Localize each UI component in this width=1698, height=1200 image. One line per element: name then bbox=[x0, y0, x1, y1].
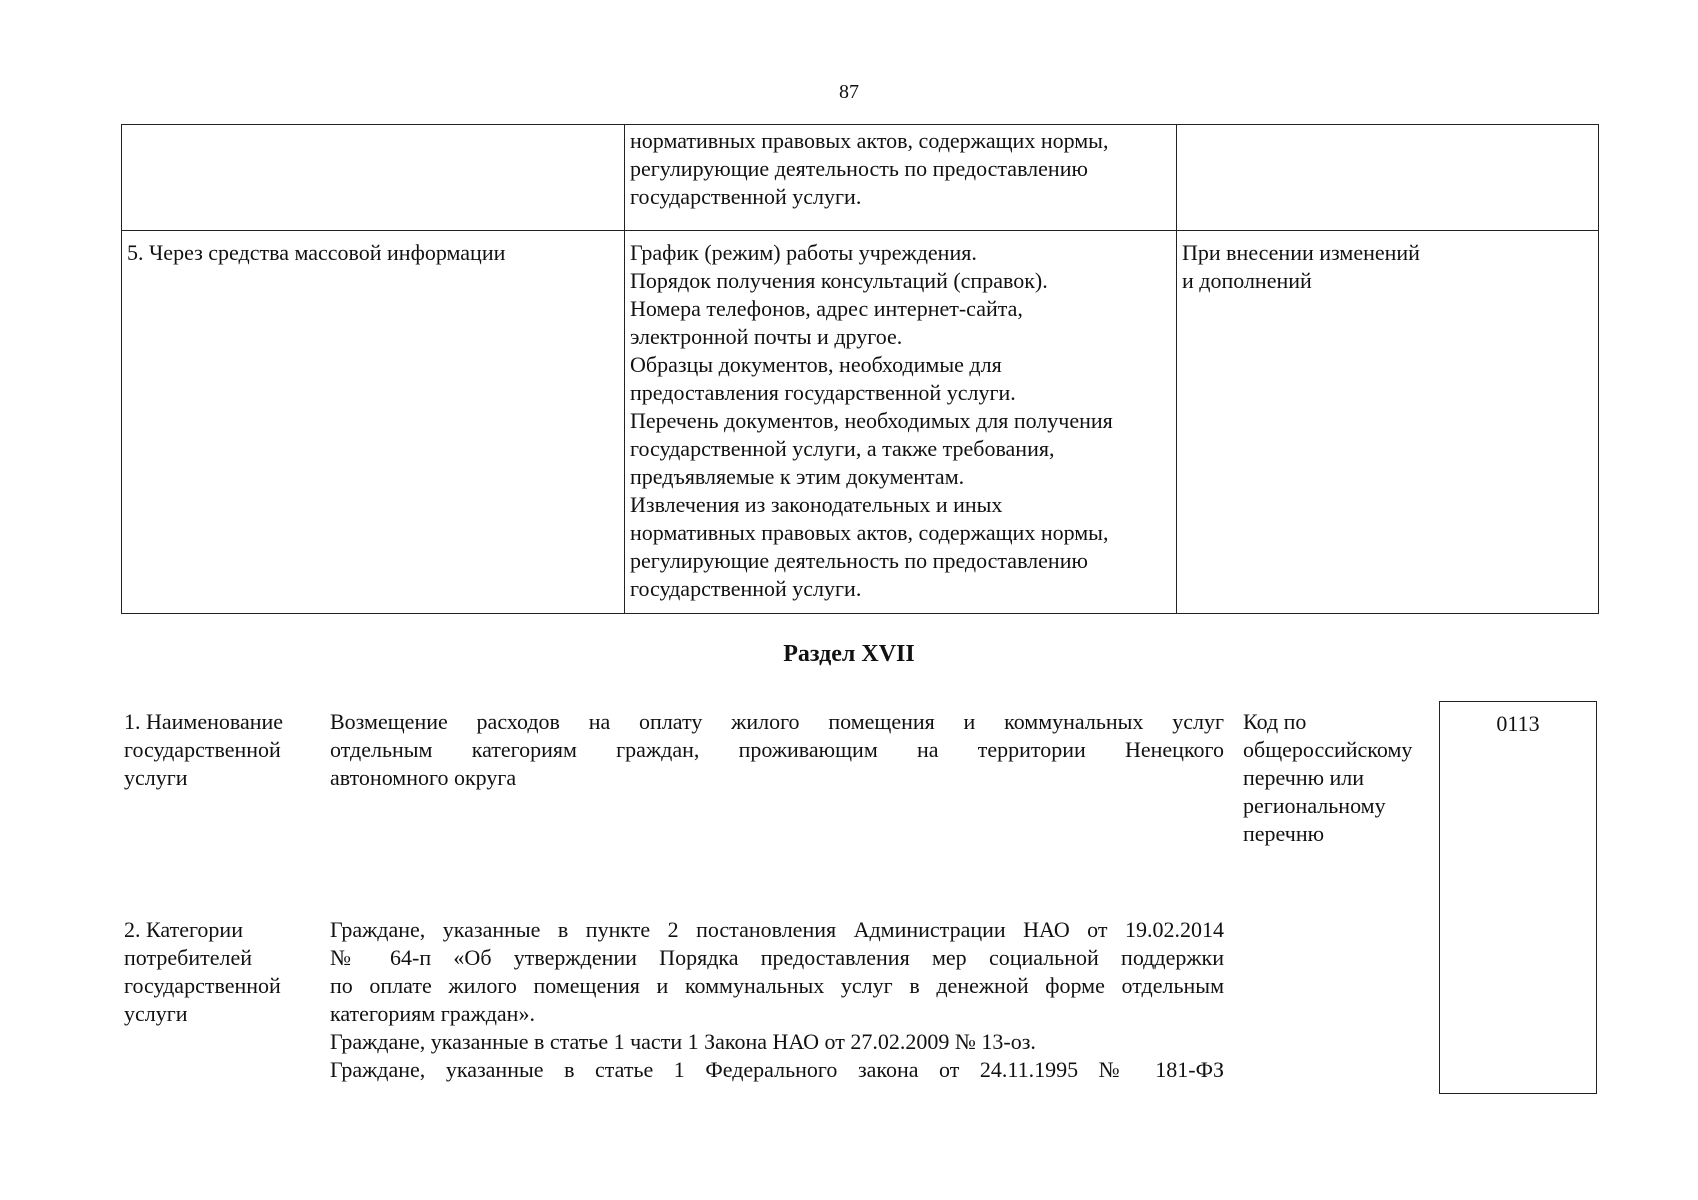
text-line: Граждане, указанные в статье 1 части 1 Закона НАО от 27.02.2009 № 13-оз. bbox=[330, 1029, 1036, 1054]
text-line: нормативных правовых актов, содержащих нормы, bbox=[630, 520, 1109, 545]
table-row bbox=[122, 231, 1599, 614]
text-line: предъявляемые к этим документам. bbox=[630, 464, 965, 489]
text-line: по оплате жилого помещения и коммунальных услуг в денежной форме отдельным bbox=[330, 973, 1224, 998]
text-line: Образцы документов, необходимые для bbox=[630, 352, 1002, 377]
text-line: предоставления государственной услуги. bbox=[630, 380, 1016, 405]
text-line: категориям граждан». bbox=[330, 1001, 535, 1026]
text-line: Граждане, указанные в статье 1 Федерального закона от 24.11.1995 № 181-ФЗ bbox=[330, 1057, 1224, 1082]
frequency-cell bbox=[1177, 125, 1599, 231]
text-line: региональному bbox=[1243, 793, 1386, 818]
text-line: регулирующие деятельность по предоставлению bbox=[630, 156, 1088, 181]
page-number: 87 bbox=[839, 81, 859, 103]
text-line: услуги bbox=[124, 1001, 188, 1026]
text-line: Код по bbox=[1243, 709, 1307, 734]
method-cell bbox=[122, 231, 625, 614]
text-line: общероссийскому bbox=[1243, 737, 1413, 762]
code-value: 0113 bbox=[1496, 711, 1540, 736]
text-line: государственной bbox=[124, 973, 281, 998]
text-line: График (режим) работы учреждения. bbox=[630, 240, 977, 265]
code-label bbox=[1243, 708, 1433, 848]
text-line: государственной услуги, а также требования, bbox=[630, 436, 1055, 461]
content-cell bbox=[625, 231, 1177, 614]
text-line: 2. Категории bbox=[124, 917, 243, 942]
text-line: Перечень документов, необходимых для получения bbox=[630, 408, 1113, 433]
text-line: № 64-п «Об утверждении Порядка предоставления мер социальной поддержки bbox=[330, 945, 1224, 970]
text-line: 1. Наименование bbox=[124, 709, 284, 734]
text-line: перечню или bbox=[1243, 765, 1365, 790]
information-table bbox=[121, 124, 1599, 614]
text-line: Возмещение расходов на оплату жилого помещения и коммунальных услуг bbox=[330, 709, 1224, 734]
method-cell bbox=[122, 125, 625, 231]
section-title: Раздел XVII bbox=[783, 641, 915, 667]
text-line: нормативных правовых актов, содержащих нормы, bbox=[630, 128, 1109, 153]
text-line: автономного округа bbox=[330, 765, 517, 790]
text-line: регулирующие деятельность по предоставлению bbox=[630, 548, 1088, 573]
item1-label bbox=[124, 708, 314, 792]
item2-text bbox=[330, 916, 1224, 1084]
text-line: государственной услуги. bbox=[630, 576, 862, 601]
table-row bbox=[122, 125, 1599, 231]
text-line: перечню bbox=[1243, 821, 1325, 846]
method-label: 5. Через средства массовой информации bbox=[127, 240, 506, 265]
text-line: потребителей bbox=[124, 945, 252, 970]
text-line: При внесении изменений bbox=[1182, 240, 1420, 265]
text-line: услуги bbox=[124, 765, 188, 790]
content-cell bbox=[625, 125, 1177, 231]
item2-label bbox=[124, 916, 314, 1028]
text-line: Граждане, указанные в пункте 2 постановления Администрации НАО от 19.02.2014 bbox=[330, 917, 1224, 942]
text-line: электронной почты и другое. bbox=[630, 324, 903, 349]
text-line: государственной услуги. bbox=[630, 184, 862, 209]
text-line: Извлечения из законодательных и иных bbox=[630, 492, 1003, 517]
text-line: Номера телефонов, адрес интернет-сайта, bbox=[630, 296, 1023, 321]
text-line: и дополнений bbox=[1182, 268, 1312, 293]
text-line: Порядок получения консультаций (справок). bbox=[630, 268, 1048, 293]
text-line: государственной bbox=[124, 737, 281, 762]
text-line: отдельным категориям граждан, проживающим на территории Ненецкого bbox=[330, 737, 1224, 762]
item1-text bbox=[330, 708, 1224, 792]
frequency-cell bbox=[1177, 231, 1599, 614]
code-box bbox=[1439, 701, 1597, 1094]
